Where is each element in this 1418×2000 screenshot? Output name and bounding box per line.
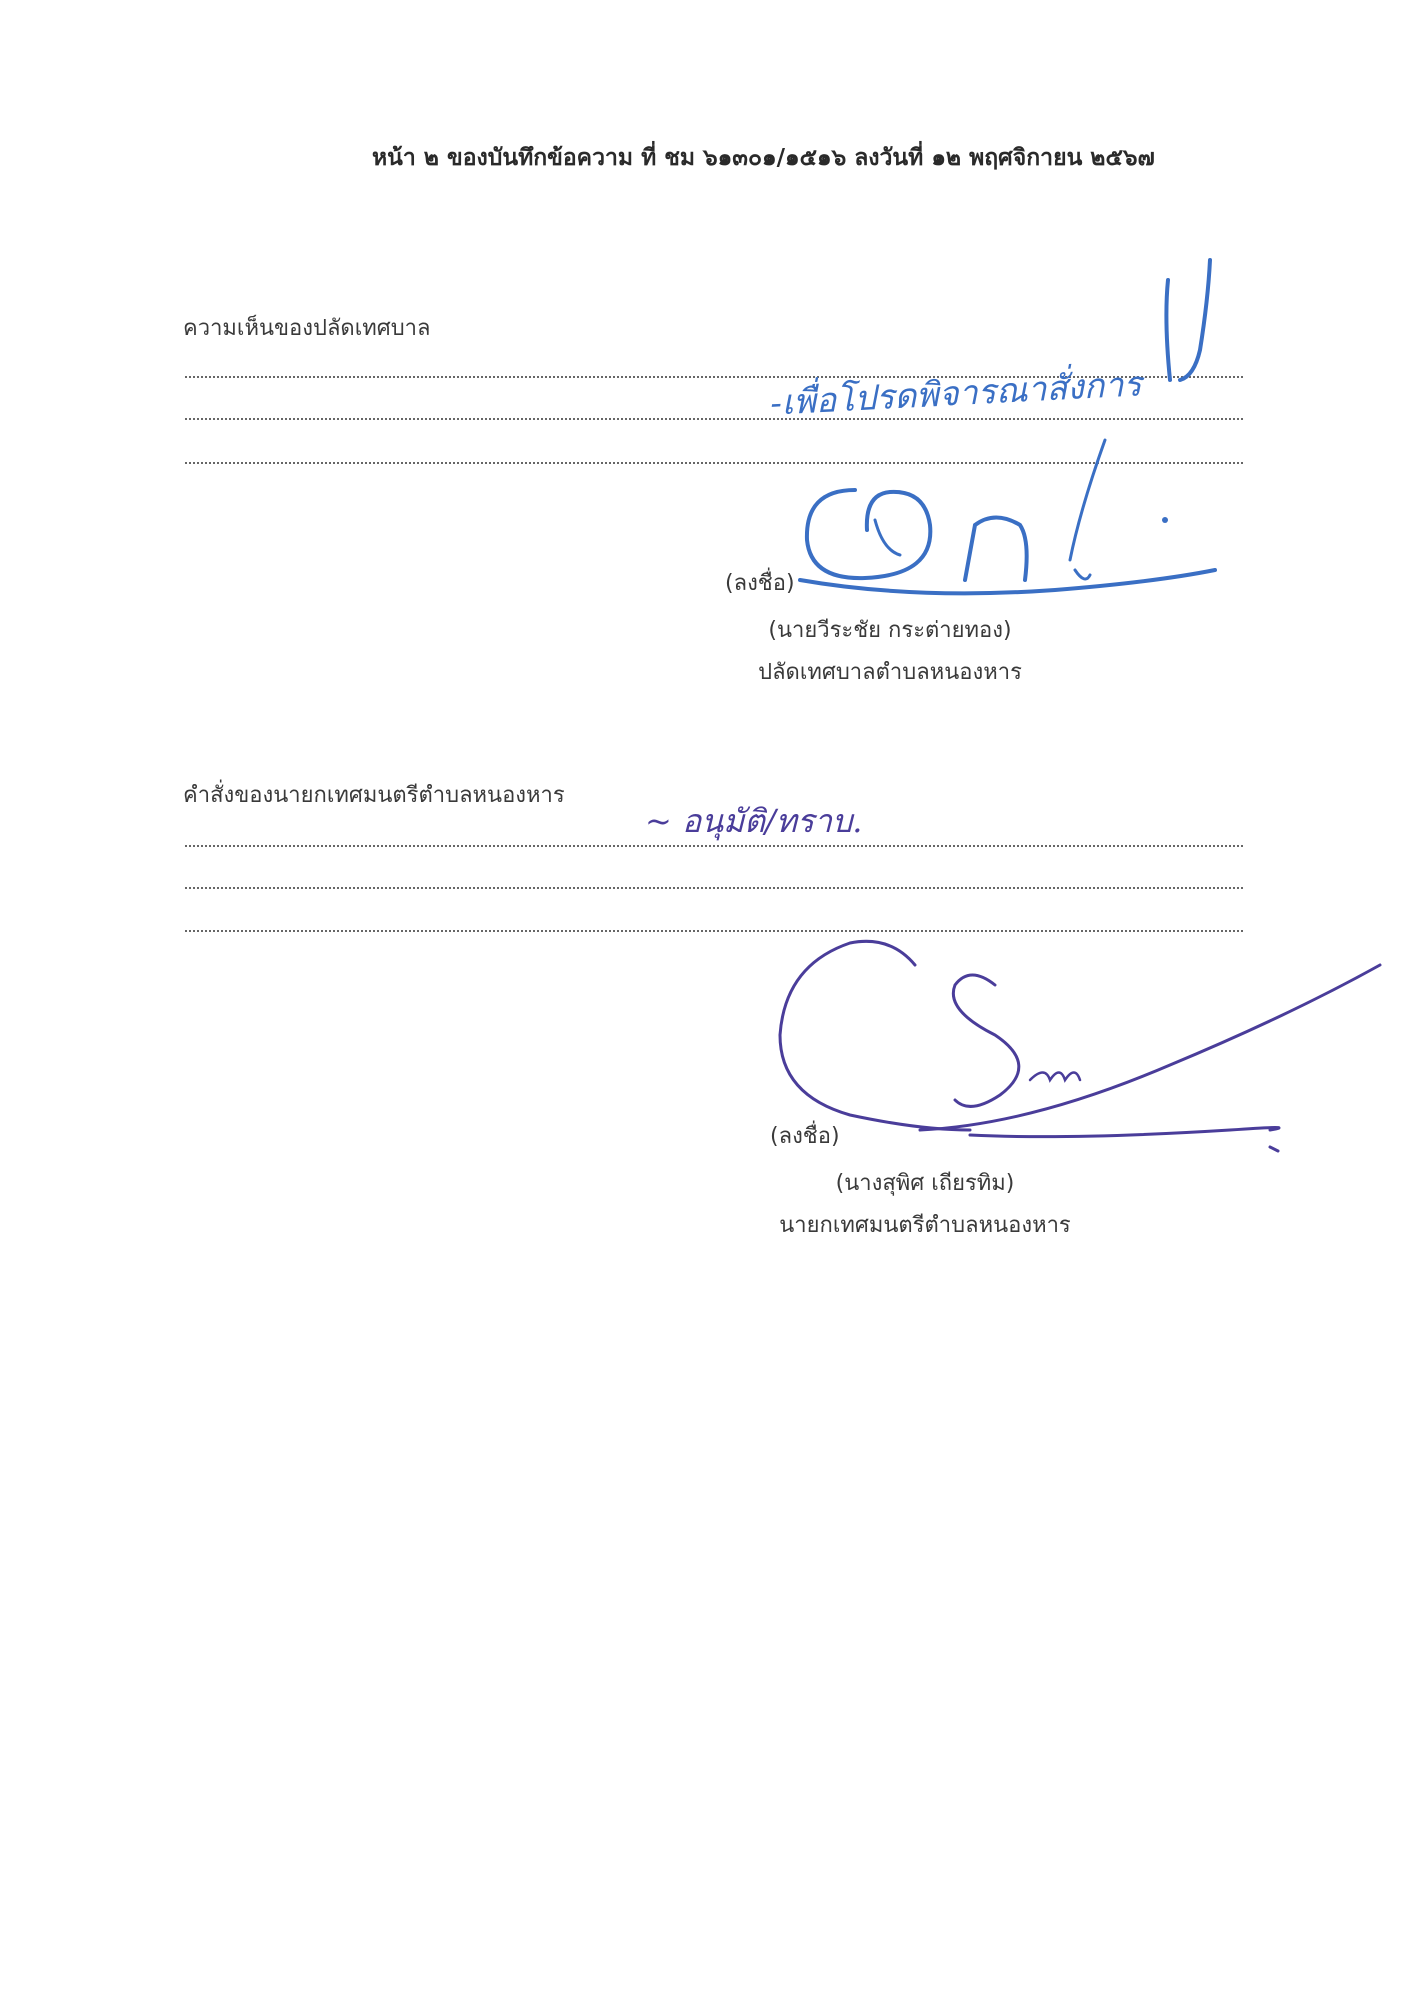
- clerk-opinion-line-2: [185, 418, 1243, 420]
- mayor-handwritten-note: ~ อนุมัติ/ทราบ.: [645, 802, 863, 840]
- clerk-note-flourish: [1150, 260, 1230, 400]
- clerk-sign-label: (ลงชื่อ): [725, 571, 795, 596]
- clerk-signature: [795, 430, 1225, 600]
- mayor-order-line-2: [185, 887, 1243, 889]
- mayor-signer-position: นายกเทศมนตรีตำบลหนองหาร: [779, 1213, 1071, 1238]
- mayor-signer-name: (นางสุพิศ เถียรทิม): [835, 1171, 1015, 1196]
- clerk-signer-position: ปลัดเทศบาลตำบลหนองหาร: [758, 660, 1022, 685]
- clerk-handwritten-note: -เพื่อโปรดพิจารณาสั่งการ: [769, 364, 1143, 424]
- clerk-opinion-label: ความเห็นของปลัดเทศบาล: [183, 316, 431, 341]
- mayor-sign-label: (ลงชื่อ): [770, 1124, 840, 1149]
- clerk-signer-name: (นายวีระชัย กระต่ายทอง): [768, 618, 1012, 643]
- mayor-order-label: คำสั่งของนายกเทศมนตรีตำบลหนองหาร: [183, 783, 565, 808]
- mayor-signature: [770, 925, 1390, 1175]
- memo-page-header: หน้า ๒ ของบันทึกข้อความ ที่ ชม ๖๑๓๐๑/๑๕๑๖ ลงวันที่ ๑๒ พฤศจิกายน ๒๕๖๗: [372, 145, 1155, 171]
